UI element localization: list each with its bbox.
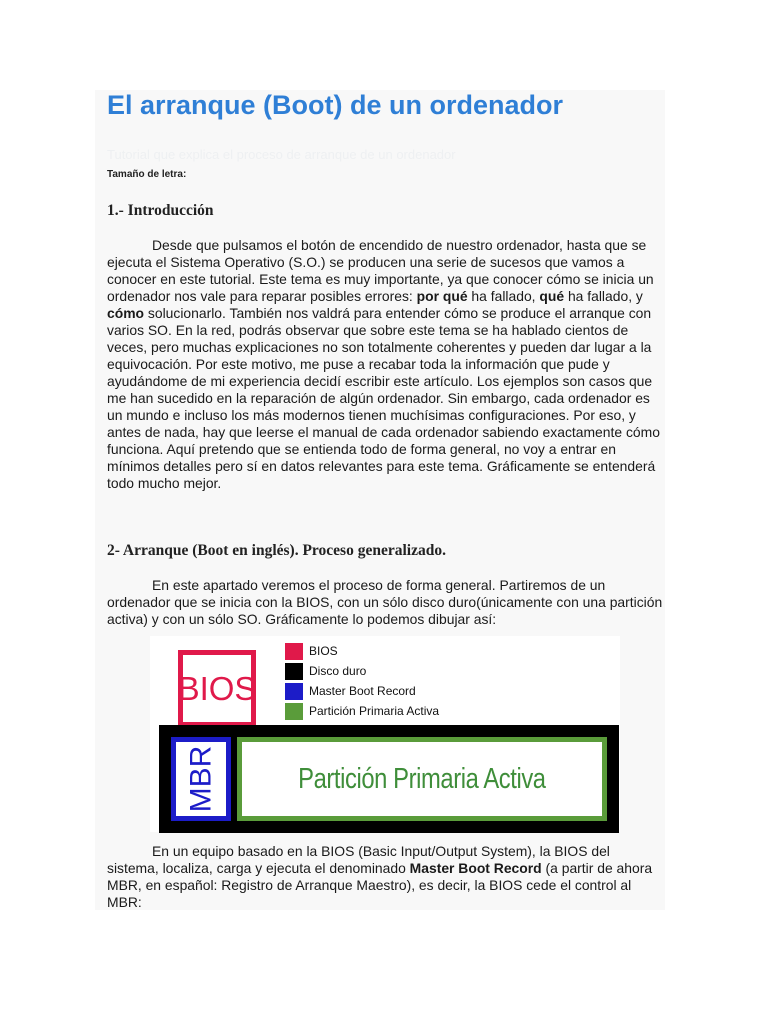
partition-box — [237, 737, 607, 821]
arranque-paragraph-2: En un equipo basado en la BIOS (Basic Input/Output System), la BIOS del sistema, localiza, carga y ejecuta el denominado Master Boot Record (a partir de ahora MBR, en español: Registro de Arranque Maestro), es decir, la BIOS cede el control al MBR: — [107, 843, 653, 910]
intro-paragraph: Desde que pulsamos el botón de encendido de nuestro ordenador, hasta que se ejecuta el Sistema Operativo (S.O.) se producen una serie de sucesos que vamos a conocer en este tutorial. Este tema es muy importante, ya que conocer cómo se inicia un ordenador nos vale para reparar posibles errores: por qué ha fallado, qué ha fallado, y cómo solucionarlo. También nos valdrá para entender cómo se produce el arranque con varios SO. En la red, podrás observar que sobre este tema se ha hablado cientos de veces, pero muchas explicaciones no son totalmente coherentes y pueden dar lugar a la equivocación. Por este motivo, me puse a recabar toda la información que pude y ayudándome de mi experiencia decidí escribir este artículo. Los ejemplos son casos que me han sucedido en la reparación de algún ordenador. Sin embargo, cada ordenador es un mundo e incluso los más modernos tienen muchísimas configuraciones. Por eso, y antes de nada, hay que leerse el manual de cada ordenador sabiendo exactamente cómo funciona. Aquí pretendo que se entienda todo de forma general, no voy a entrar en mínimos detalles pero sí en datos relevantes para este tema. Gráficamente se entenderá todo mucho mejor. — [107, 237, 660, 491]
partition-box-label: Partición Primaria Activa — [298, 762, 546, 795]
legend-swatch-blue — [285, 683, 303, 700]
section-heading-introduccion: 1.- Introducción — [107, 202, 214, 219]
bold-por-que: por qué — [416, 288, 468, 304]
font-size-label[interactable]: Tamaño de letra: — [107, 169, 187, 180]
bios-box-label: BIOS — [177, 669, 257, 707]
legend-item-bios: BIOS — [285, 641, 439, 661]
section-heading-arranque: 2- Arranque (Boot en inglés). Proceso generalizado. — [107, 542, 446, 559]
mbr-box-label: MBR — [184, 745, 218, 813]
legend-swatch-green — [285, 703, 303, 720]
bold-master-boot-record: Master Boot Record — [409, 860, 542, 876]
page-title: El arranque (Boot) de un ordenador — [107, 90, 564, 120]
legend-item-particion: Partición Primaria Activa — [285, 701, 439, 721]
legend-swatch-red — [285, 643, 303, 660]
legend-swatch-black — [285, 663, 303, 680]
bold-que: qué — [539, 288, 565, 304]
boot-diagram — [150, 636, 620, 832]
bios-box — [178, 650, 256, 727]
page-subtitle: Tutorial que explica el proceso de arranque de un ordenador — [107, 147, 456, 162]
hard-disk — [159, 725, 619, 833]
legend-item-mbr: Master Boot Record — [285, 681, 439, 701]
mbr-box — [171, 737, 231, 821]
legend-item-disco-duro: Disco duro — [285, 661, 439, 681]
arranque-paragraph-1: En este apartado veremos el proceso de forma general. Partiremos de un ordenador que se inicia con la BIOS, con un sólo disco duro(únicamente con una partición activa) y con un sólo SO. Gráficamente lo podemos dibujar así: — [107, 577, 663, 627]
bold-como: cómo — [107, 305, 145, 321]
diagram-legend — [285, 641, 439, 721]
